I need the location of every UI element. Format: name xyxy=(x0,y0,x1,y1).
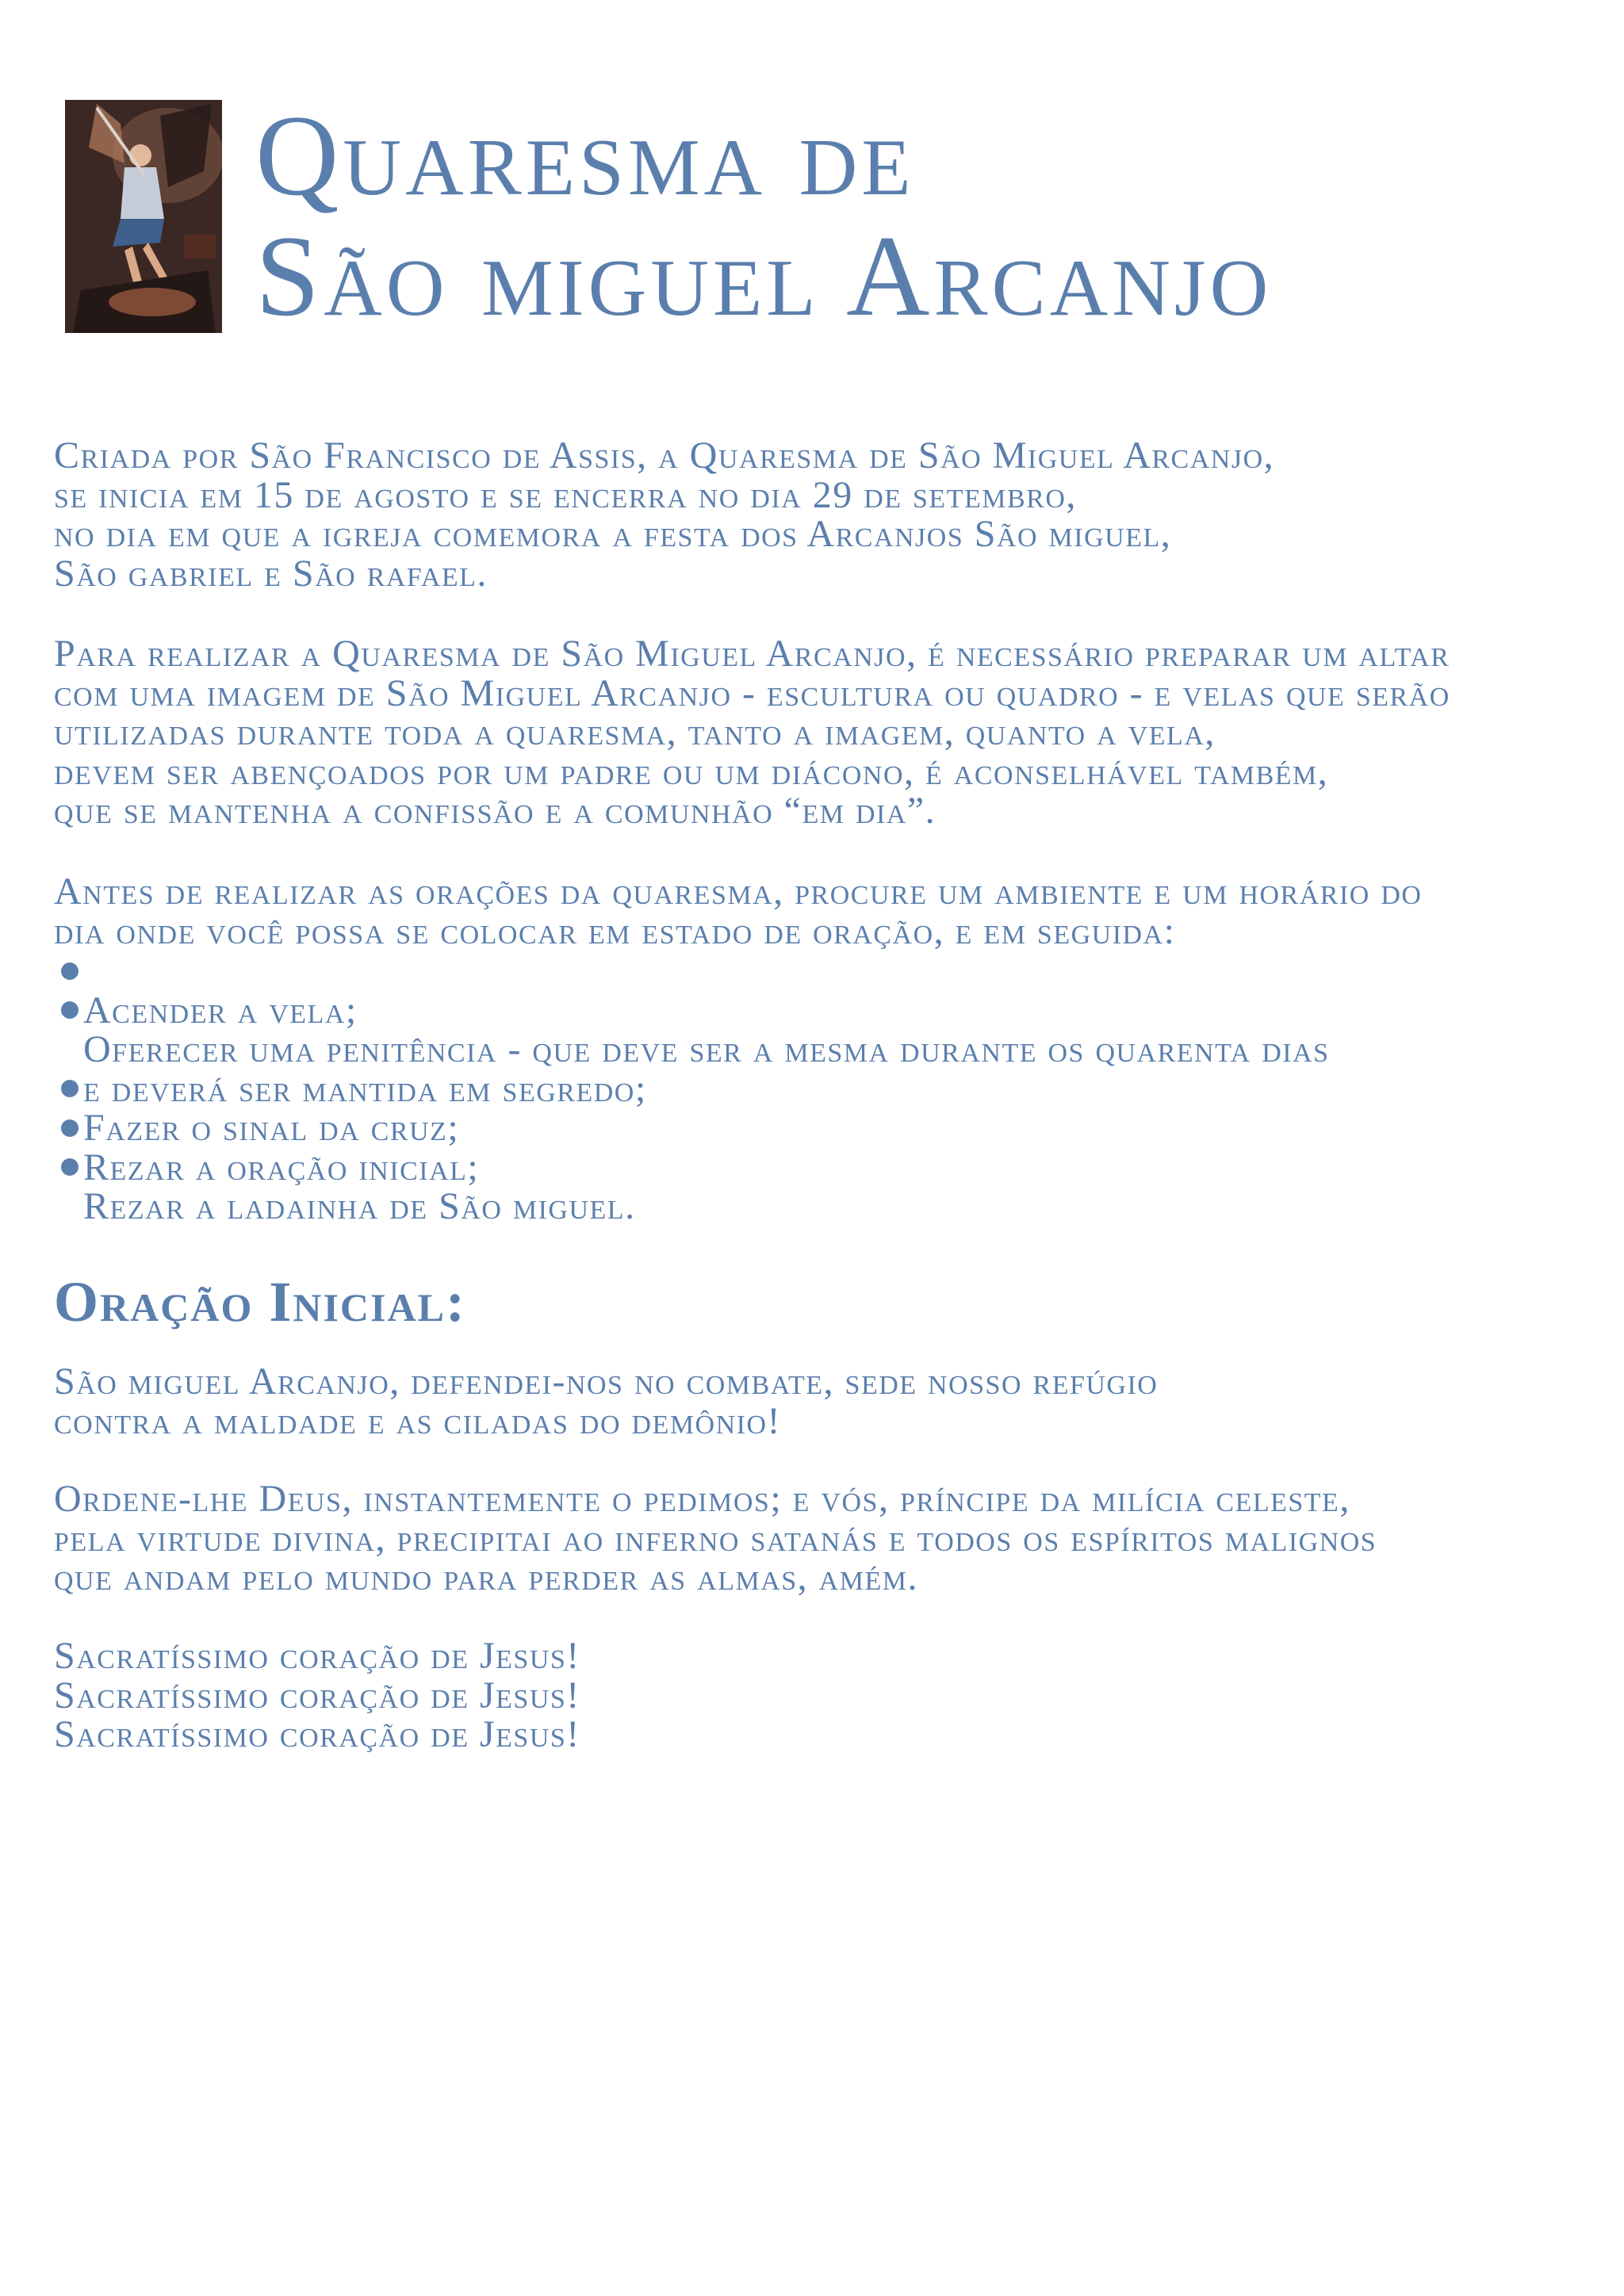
prayer-paragraph-1 xyxy=(54,1362,1608,1441)
text-line: que se mantenha a confissão e a comunhão “em dia”. xyxy=(54,790,936,832)
closing-invocations xyxy=(54,1636,1608,1755)
text-line: devem ser abençoados por um padre ou um diácono, é aconselhável também, xyxy=(54,750,1329,793)
text-line: dia onde você possa se colocar em estado de oração, e em seguida: xyxy=(54,909,1176,952)
step-text: Rezar a ladainha de São miguel. xyxy=(83,1185,636,1227)
text-line: pela virtude divina, precipitai ao inferno satanás e todos os espíritos malignos xyxy=(54,1517,1377,1559)
text-line: com uma imagem de São Miguel Arcanjo - escultura ou quadro - e velas que serão xyxy=(54,672,1450,714)
bullet-icon xyxy=(61,1080,79,1097)
text-line: que andam pelo mundo para perder as almas, amém. xyxy=(54,1556,918,1598)
steps-list xyxy=(54,951,1608,1226)
instructions-paragraph xyxy=(54,872,1608,951)
saint-michael-illustration xyxy=(65,100,222,333)
prayer-paragraph-2 xyxy=(54,1479,1608,1598)
step-text: Acender a vela; xyxy=(83,989,358,1031)
text-line: no dia em que a igreja comemora a festa dos Arcanjos São miguel, xyxy=(54,513,1172,555)
text-line: Sacratíssimo coração de Jesus! xyxy=(54,1713,580,1755)
text-line: São miguel Arcanjo, defendei-nos no combate, sede nosso refúgio xyxy=(54,1360,1159,1402)
saint-michael-image xyxy=(65,100,222,333)
list-item xyxy=(54,1030,1608,1070)
text-line: Criada por São Francisco de Assis, a Quaresma de São Miguel Arcanjo, xyxy=(54,434,1275,476)
preparation-paragraph xyxy=(54,634,1608,831)
text-line: se inicia em 15 de agosto e se encerra no dia 29 de setembro, xyxy=(54,473,1077,516)
list-item xyxy=(54,991,1608,1031)
bullet-icon xyxy=(61,962,79,980)
list-item xyxy=(54,1187,1608,1226)
step-text: Oferecer uma penitência - que deve ser a mesma durante os quarenta dias xyxy=(83,1028,1330,1070)
list-item xyxy=(54,1067,1608,1110)
list-item xyxy=(54,1108,1608,1148)
intro-paragraph xyxy=(54,436,1608,593)
step-text: Fazer o sinal da cruz; xyxy=(83,1107,460,1149)
bullet-icon xyxy=(61,1119,79,1137)
text-line: Sacratíssimo coração de Jesus! xyxy=(54,1674,580,1716)
page-title xyxy=(255,91,1564,340)
step-text: e deverá ser mantida em segredo; xyxy=(83,1067,647,1110)
text-line: Ordene-lhe Deus, instantemente o pedimos; e vós, príncipe da milícia celeste, xyxy=(54,1478,1350,1520)
list-item xyxy=(54,1148,1608,1188)
section-heading: Oração Inicial: xyxy=(54,1270,466,1334)
text-line: Antes de realizar as orações da quaresma, procure um ambiente e um horário do xyxy=(54,871,1423,913)
text-line: contra a maldade e as ciladas do demônio! xyxy=(54,1399,782,1442)
text-line: São gabriel e São rafael. xyxy=(54,552,488,595)
bullet-icon xyxy=(61,1001,79,1019)
list-item xyxy=(54,951,1608,991)
title-line-1: Quaresma de xyxy=(255,91,915,220)
step-text: Rezar a oração inicial; xyxy=(83,1146,480,1188)
text-line: Sacratíssimo coração de Jesus! xyxy=(54,1635,580,1677)
text-line: utilizadas durante toda a quaresma, tanto a imagem, quanto a vela, xyxy=(54,711,1216,753)
text-line: Para realizar a Quaresma de São Miguel Arcanjo, é necessário preparar um altar xyxy=(54,633,1450,675)
title-line-2: São miguel Arcanjo xyxy=(255,212,1273,340)
bullet-icon xyxy=(61,1158,79,1176)
